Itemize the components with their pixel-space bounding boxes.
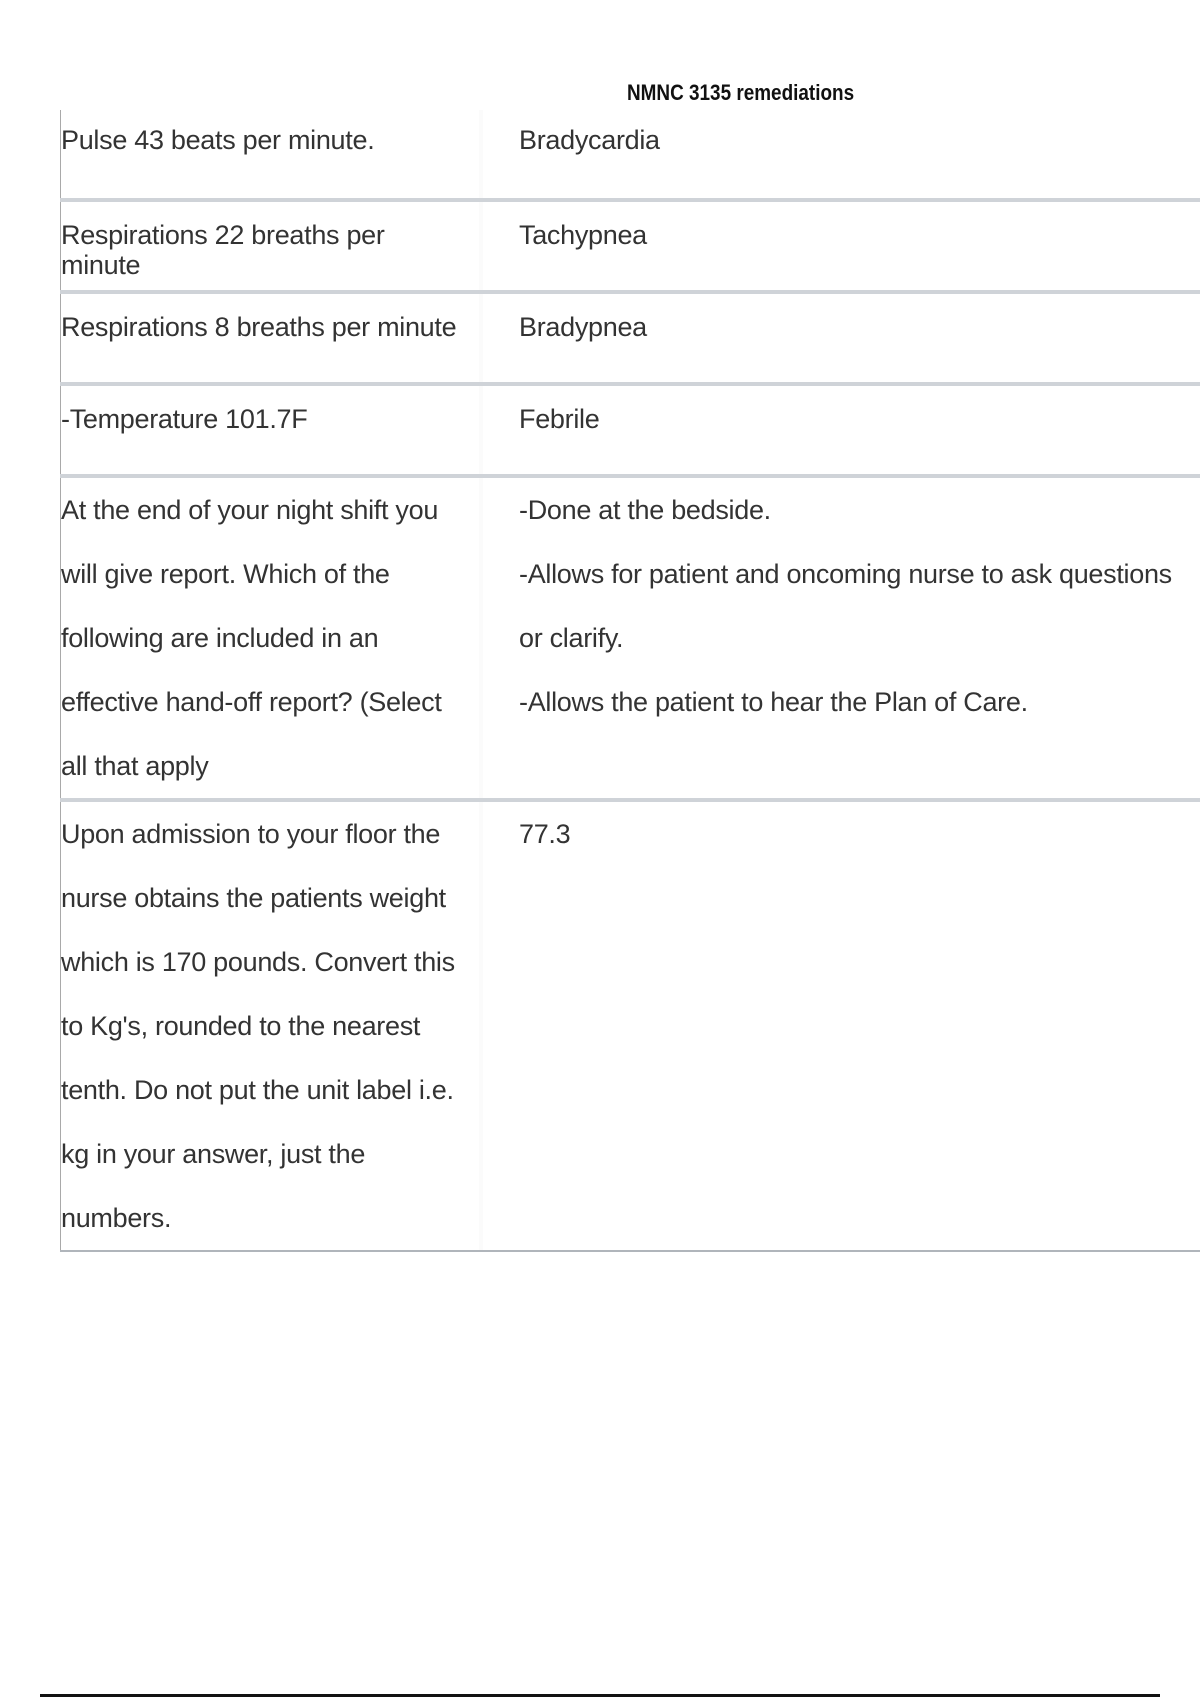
question-cell — [61, 800, 480, 1251]
answer-text: Bradycardia — [519, 125, 660, 155]
question-text: Respirations 22 breaths per minute — [61, 220, 385, 280]
answer-cell — [483, 292, 1200, 384]
table-row — [61, 800, 1200, 1251]
answer-text: Bradypnea — [519, 312, 647, 342]
answer-text: -Allows for patient and oncoming nurse to ask questions or clarify. — [519, 559, 1172, 653]
answer-text: Tachypnea — [519, 220, 647, 250]
page-title: NMNC 3135 remediations — [627, 80, 855, 105]
table-row — [61, 476, 1200, 800]
footer-divider — [40, 1694, 1160, 1697]
question-cell — [61, 292, 480, 384]
answer-text: -Allows the patient to hear the Plan of Care. — [519, 687, 1028, 717]
question-text: -Temperature 101.7F — [61, 404, 308, 434]
table-row — [61, 200, 1200, 292]
table-row — [61, 110, 1200, 200]
question-cell — [61, 476, 480, 800]
answer-text: Febrile — [519, 404, 600, 434]
question-cell — [61, 384, 480, 476]
answer-cell — [483, 200, 1200, 292]
answer-list — [519, 478, 1200, 734]
question-text: Respirations 8 breaths per minute — [61, 312, 457, 342]
remediation-table — [60, 110, 1200, 1252]
question-cell — [61, 200, 480, 292]
question-cell — [61, 110, 480, 200]
answer-text: 77.3 — [519, 819, 571, 849]
answer-text: -Done at the bedside. — [519, 495, 771, 525]
table-row — [61, 384, 1200, 476]
table-row — [61, 292, 1200, 384]
answer-cell — [483, 476, 1200, 800]
answer-cell — [483, 384, 1200, 476]
question-text: Upon admission to your floor the nurse obtains the patients weight which is 170 pounds. Convert this to Kg's, rounded to the nearest tenth. Do not put the unit label i.e. kg in your answer, just the numbers. — [61, 819, 455, 1233]
question-text: Pulse 43 beats per minute. — [61, 125, 375, 155]
question-text: At the end of your night shift you will give report. Which of the following are included in an effective hand-off report? (Select all that apply — [61, 495, 442, 781]
answer-cell — [483, 800, 1200, 1251]
answer-cell — [483, 110, 1200, 200]
